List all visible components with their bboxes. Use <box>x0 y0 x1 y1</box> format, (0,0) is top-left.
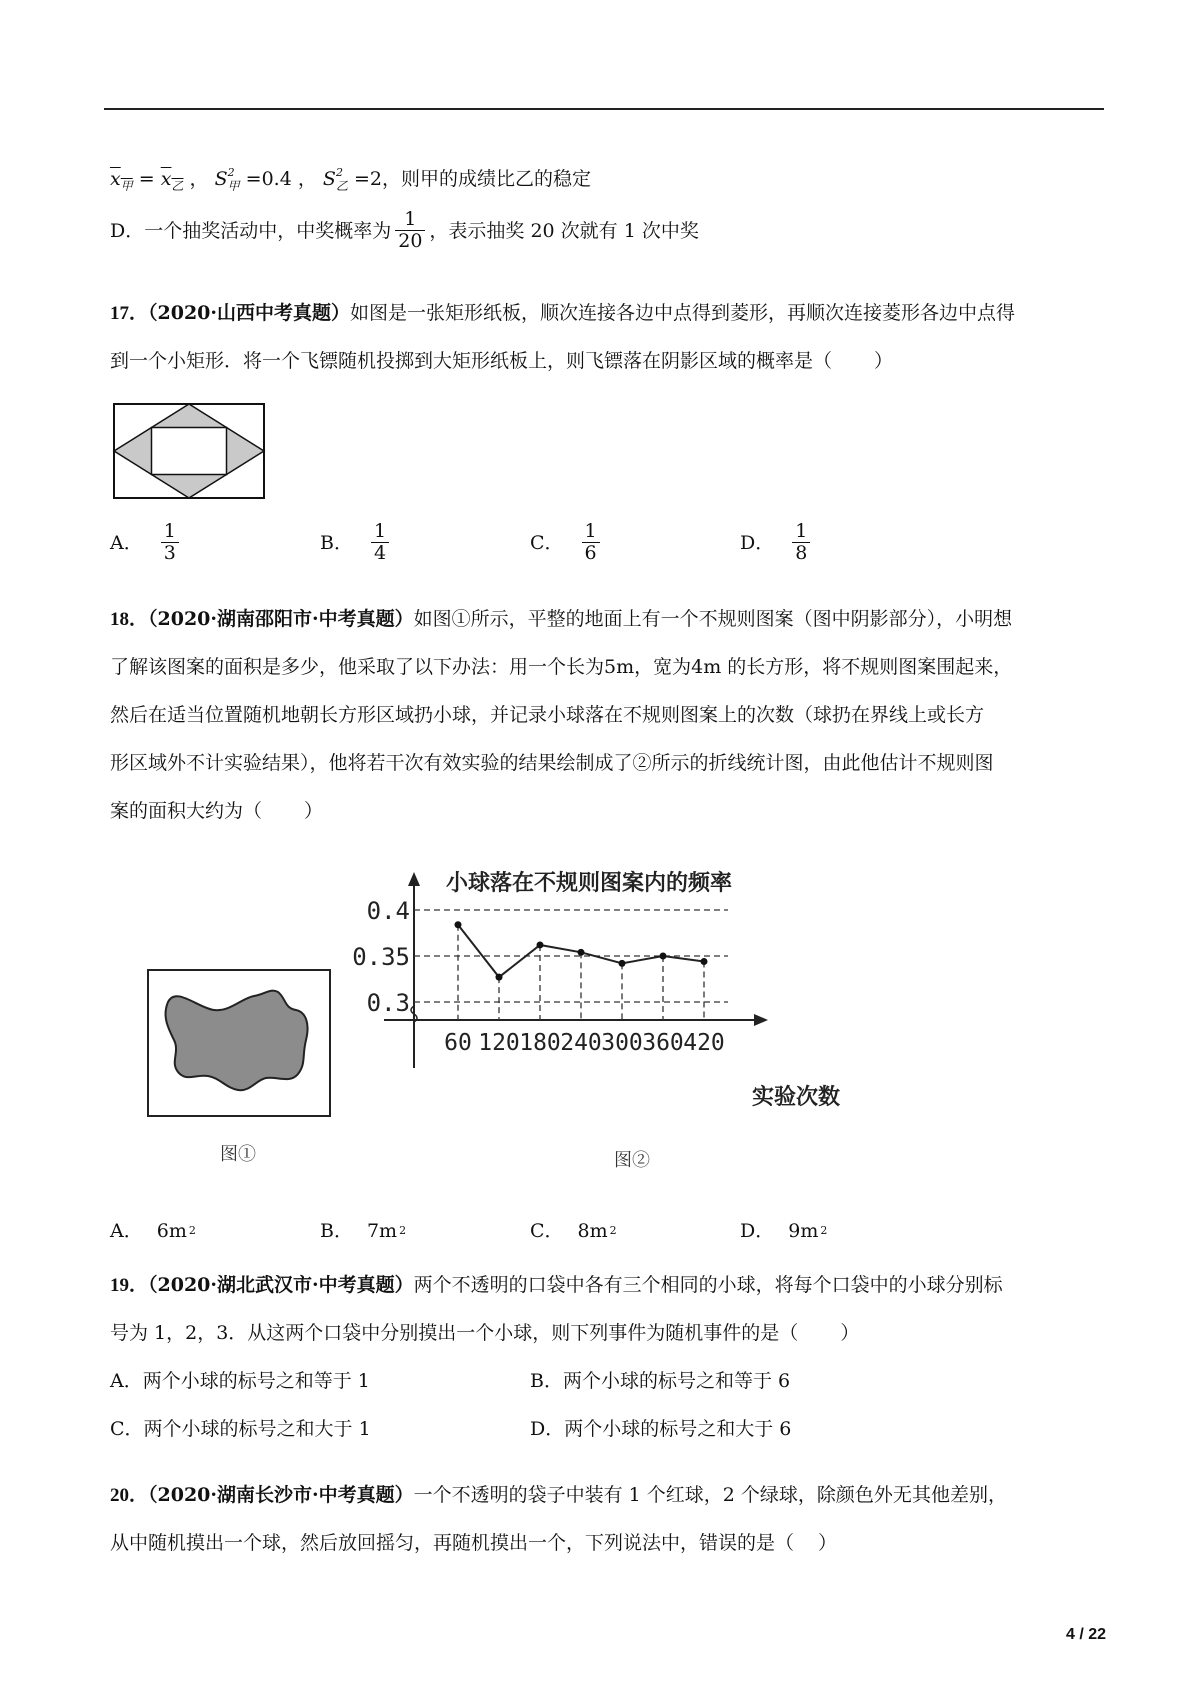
irregular-pattern-blob <box>166 991 308 1091</box>
q19-line-1: 19．（2020·湖北武汉市·中考真题）两个不透明的口袋中各有三个相同的小球，将每个口袋中的小球分别标 <box>110 1274 1003 1296</box>
y-tick-label: 0.3 <box>366 989 410 1017</box>
q20-line-2: 从中随机摸出一个球，然后放回摇匀，再随机摸出一个，下列说法中，错误的是（ ） <box>110 1532 838 1554</box>
data-point <box>619 960 626 967</box>
q18-line-1: 18．（2020·湖南邵阳市·中考真题）如图①所示，平整的地面上有一个不规则图案（图中阴影部分），小明想 <box>110 608 1013 630</box>
data-point <box>701 958 708 965</box>
q17-option-c[interactable]: C． $\frac{1}{6}$ <box>530 522 604 564</box>
fraction: $\frac{1}{20}$ <box>395 210 425 252</box>
x-axis-arrow <box>754 1014 768 1026</box>
q17-line-2: 到一个小矩形．将一个飞镖随机投掷到大矩形纸板上，则飞镖落在阴影区域的概率是（ ） <box>110 350 894 372</box>
x-tick-label: 60 <box>444 1030 472 1056</box>
q18-option-d[interactable]: D． 9m 2 <box>740 1220 828 1242</box>
q20-line-1: 20．（2020·湖南长沙市·中考真题）一个不透明的袋子中装有 1 个红球，2 个绿球，除颜色外无其他差别， <box>110 1484 1007 1506</box>
data-point <box>660 953 667 960</box>
variance-b: $S^2_乙$ <box>322 166 348 193</box>
variance-a: $S^2_甲$ <box>214 166 240 193</box>
q17-option-a[interactable]: A． $\frac{1}{3}$ <box>110 522 183 564</box>
page-number: 4 / 22 <box>1065 1626 1106 1643</box>
mean-symbol-b: $x_乙$ <box>160 168 184 193</box>
prev-question-line-1: $x_甲 = x_乙$ ， $S^2_甲 =0.4$ ， $S^2_乙 =2$，则甲的成绩比乙的稳定 <box>110 166 592 193</box>
q18-option-c[interactable]: C． 8m 2 <box>530 1220 617 1242</box>
q18-figure-1 <box>146 968 336 1168</box>
header-rule <box>104 108 1104 110</box>
q18-option-b[interactable]: B． 7m 2 <box>320 1220 407 1242</box>
q18-line-2: 了解该图案的面积是多少，他采取了以下办法：用一个长为5m，宽为4m 的长方形，将不规则图案围起来， <box>110 656 1013 678</box>
x-tick-label: 300 <box>601 1030 643 1056</box>
q18-line-3: 然后在适当位置随机地朝长方形区域扔小球，并记录小球落在不规则图案上的次数（球扔在界线上或长方 <box>110 704 985 726</box>
fig1-caption: 图① <box>220 1144 256 1165</box>
chart-series <box>455 921 708 980</box>
q17-line-1: 17．（2020·山西中考真题）如图是一张矩形纸板，顺次连接各边中点得到菱形，再顺次连接菱形各边中点得 <box>110 302 1016 324</box>
x-tick-label: 120 <box>478 1030 520 1056</box>
q19-option-c[interactable]: C．两个小球的标号之和大于 1 <box>110 1418 371 1440</box>
q17-rectangle-figure <box>108 400 270 502</box>
data-point <box>578 949 585 956</box>
data-point <box>455 921 462 928</box>
y-tick-label: 0.4 <box>366 897 410 925</box>
q19-option-d[interactable]: D．两个小球的标号之和大于 6 <box>530 1418 792 1440</box>
chart-title: 小球落在不规则图案内的频率 <box>446 871 733 896</box>
data-point <box>496 974 503 981</box>
x-tick-label: 240 <box>560 1030 602 1056</box>
x-tick-label: 420 <box>683 1030 725 1056</box>
fig2-caption: 图② <box>614 1150 650 1171</box>
chart-grid <box>414 910 728 1020</box>
q19-line-2: 号为 1，2，3．从这两个口袋中分别摸出一个小球，则下列事件为随机事件的是（ ） <box>110 1322 860 1344</box>
data-point <box>537 941 544 948</box>
q19-option-b[interactable]: B．两个小球的标号之和等于 6 <box>530 1370 791 1392</box>
x-tick-label: 360 <box>642 1030 684 1056</box>
q18-option-a[interactable]: A． 6m 2 <box>110 1220 196 1242</box>
x-tick-label: 180 <box>519 1030 561 1056</box>
chart-labels <box>352 897 725 1056</box>
y-axis-arrow <box>408 872 420 886</box>
q19-option-a[interactable]: A．两个小球的标号之和等于 1 <box>110 1370 370 1392</box>
prev-question-option-d: D．一个抽奖活动中，中奖概率为 $\frac{1}{20}$ ，表示抽奖 20 次就有 1 次中奖 <box>110 208 699 252</box>
q18-line-4: 形区域外不计实验结果），他将若干次有效实验的结果绘制成了②所示的折线统计图，由此他估计不规则图 <box>110 752 994 774</box>
q17-option-b[interactable]: B． $\frac{1}{4}$ <box>320 522 393 564</box>
y-tick-label: 0.35 <box>352 943 410 971</box>
mean-symbol-a: $x_甲$ <box>110 168 133 193</box>
q17-option-d[interactable]: D． $\frac{1}{8}$ <box>740 522 814 564</box>
q18-line-5: 案的面积大约为（ ） <box>110 800 324 822</box>
chart-xlabel: 实验次数 <box>752 1085 841 1110</box>
q18-line-chart <box>352 862 862 1172</box>
inner-rectangle <box>152 428 227 475</box>
